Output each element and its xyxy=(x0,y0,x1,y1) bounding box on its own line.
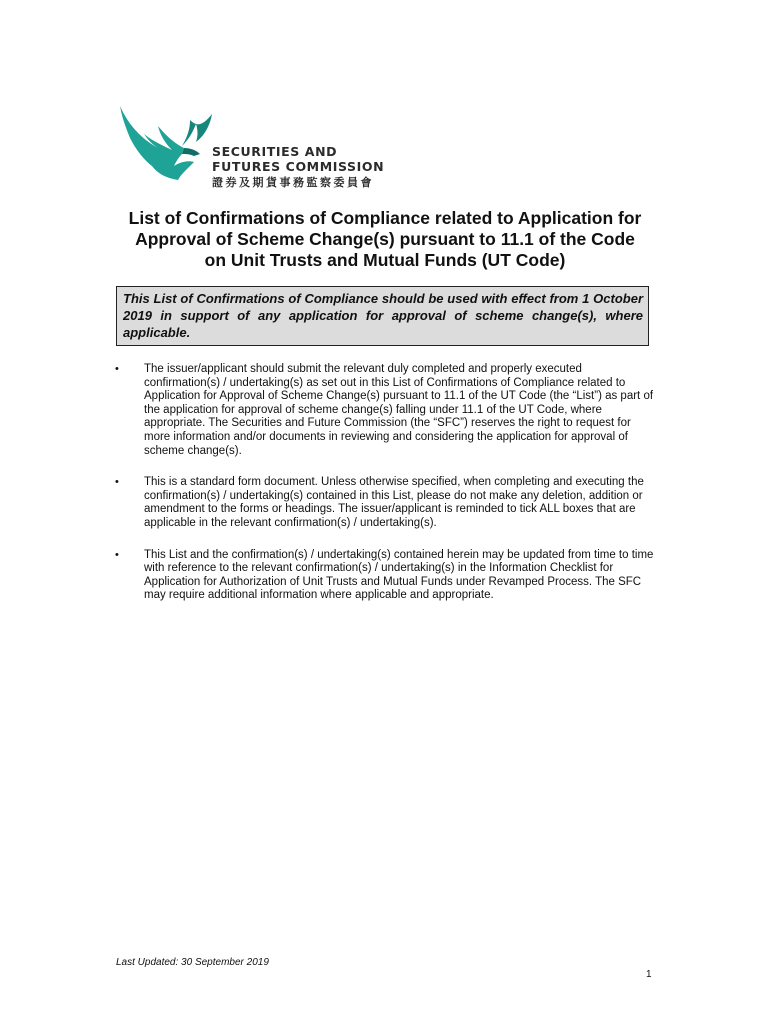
last-updated: Last Updated: 30 September 2019 xyxy=(116,957,269,968)
sfc-logo xyxy=(118,104,388,196)
page-number: 1 xyxy=(646,969,652,980)
title-line-3: on Unit Trusts and Mutual Funds (UT Code) xyxy=(204,250,566,270)
org-name-chinese: 證券及期貨事務監察委員會 xyxy=(212,176,374,189)
org-name-line1: SECURITIES AND xyxy=(212,144,338,159)
bullet-marker: • xyxy=(115,476,119,489)
list-item xyxy=(115,549,655,603)
bullet-marker: • xyxy=(115,548,119,561)
list-item xyxy=(115,363,655,458)
title-line-1: List of Confirmations of Compliance related to Application for xyxy=(128,208,642,228)
bullet-marker: • xyxy=(115,363,119,375)
eagle-logo-icon xyxy=(118,104,218,184)
document-title xyxy=(110,208,660,271)
org-name-line2: FUTURES COMMISSION xyxy=(212,159,385,174)
list-item-text: This List and the confirmation(s) / undertaking(s) contained herein may be updated from time to time with reference to the relevant confirmation(s) / undertaking(s) in the Information Checklist for Application for Authorization of Unit Trusts and Mutual Funds under Revamped Process. The SFC may require additional information where applicable and appropriate. xyxy=(144,548,654,602)
list-item-text: The issuer/applicant should submit the relevant duly completed and properly executed confirmation(s) / undertaking(s) as set out in this List of Confirmations of Compliance related to Application for Approval of Scheme Change(s) pursuant to 11.1 of the UT Code (the “List”) as part of the application for approval of scheme change(s) falling under 11.1 of the UT Code, where appropriate. The Securities and Future Commission (the “SFC”) reserves the right to request for more information and/or documents in reviewing and considering the application for approval of scheme change(s). xyxy=(144,363,654,457)
list-item xyxy=(115,476,655,530)
org-name xyxy=(212,144,384,191)
title-line-2: Approval of Scheme Change(s) pursuant to 11.1 of the Code xyxy=(135,229,635,249)
effective-date-notice: This List of Confirmations of Compliance should be used with effect from 1 October 2019 in support of any application for approval of scheme change(s), where applicable. xyxy=(116,286,649,346)
instructions-list xyxy=(115,363,655,621)
list-item-text: This is a standard form document. Unless otherwise specified, when completing and executing the confirmation(s) / undertaking(s) contained in this List, please do not make any deletion, addition or amendment to the forms or headings. The issuer/applicant is reminded to tick ALL boxes that are applicable in the relevant confirmation(s) / undertaking(s). xyxy=(144,476,644,529)
